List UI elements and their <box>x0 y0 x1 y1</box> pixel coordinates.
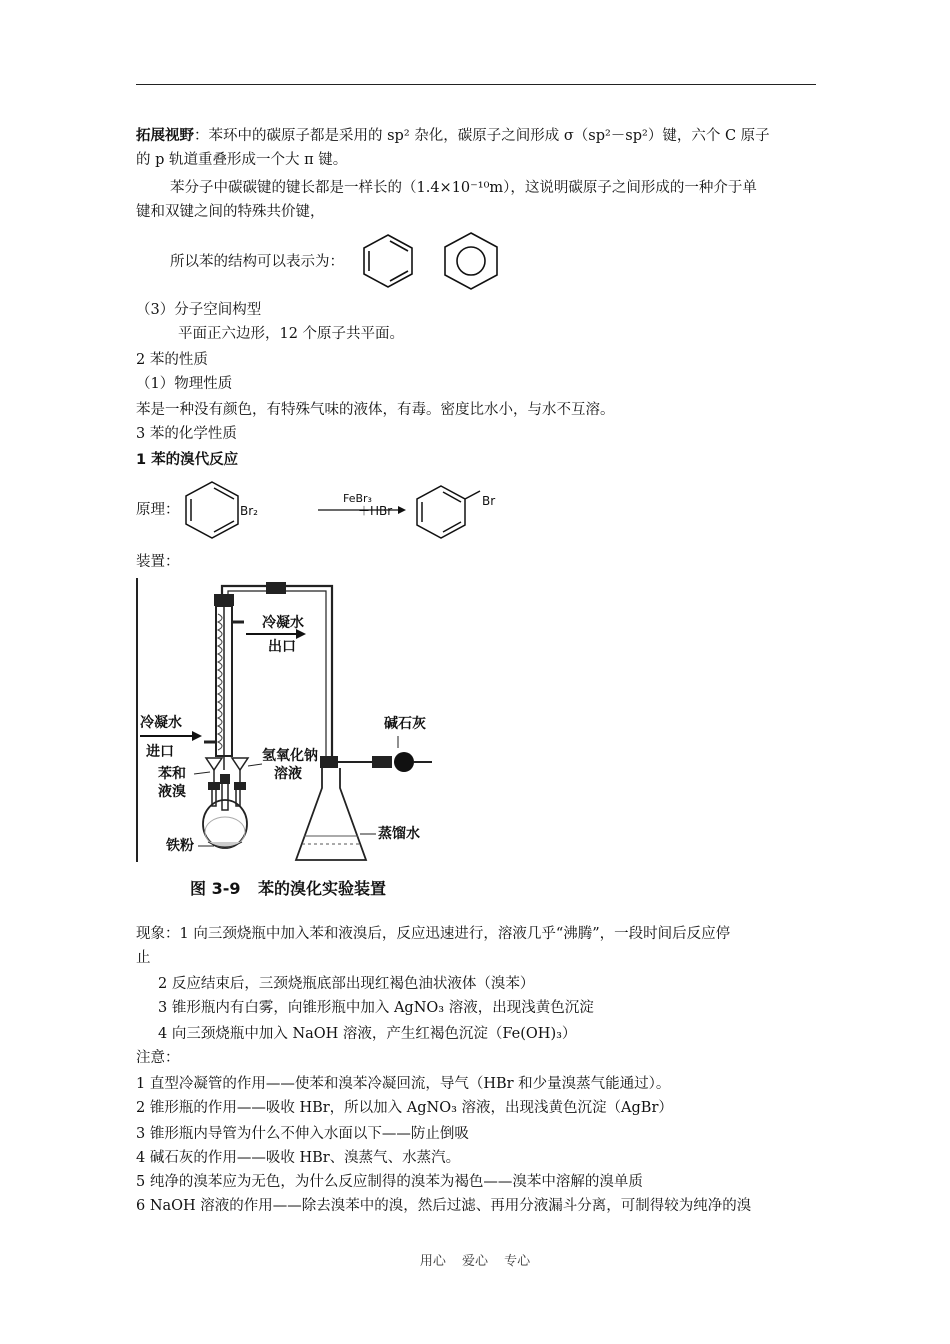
physical-text: 苯是一种没有颜色，有特殊气味的液体，有毒。密度比水小，与水不互溶。 <box>136 402 615 418</box>
footer-word-2: 爱心 <box>461 1254 488 1269</box>
phenomena-line-1 <box>136 922 816 946</box>
benzene-aromatic-structure <box>440 230 502 292</box>
catalyst-label: FeBr₃ <box>343 492 372 505</box>
header-rule <box>136 84 816 85</box>
label-water: 蒸馏水 <box>378 826 420 842</box>
principle-label: 原理： <box>136 502 180 518</box>
structure-label: 所以苯的结构可以表示为： <box>170 254 344 270</box>
apparatus-label: 装置： <box>136 554 180 570</box>
note-2: 2 锥形瓶的作用——吸收 HBr，所以加入 AgNO₃ 溶液，出现浅黄色沉淀（AgBr） <box>136 1100 673 1116</box>
benzene-reactant <box>186 482 238 538</box>
reactant-bromine: Br₂ <box>240 504 258 518</box>
note-6: 6 NaOH 溶液的作用——除去溴苯中的溴，然后过滤、再用分液漏斗分离，可制得较为纯净的溴 <box>136 1198 752 1214</box>
phenomena-item-1: 1 向三颈烧瓶中加入苯和液溴后，反应迅速进行，溶液几乎“沸腾”，一段时间后反应停 <box>179 926 731 942</box>
extension-continuation: 的 p 轨道重叠形成一个大 π 键。 <box>136 152 348 168</box>
paragraph-extension <box>136 124 816 148</box>
benzene-kekule-structure <box>360 232 416 290</box>
footer-word-1: 用心 <box>419 1254 446 1269</box>
phenomena-item-2: 2 反应结束后，三颈烧瓶底部出现红褐色油状液体（溴苯） <box>158 976 535 992</box>
heading-bromination: 1 苯的溴代反应 <box>136 452 239 468</box>
label-water-in-1: 冷凝水 <box>140 715 182 731</box>
note-1: 1 直型冷凝管的作用——使苯和溴苯冷凝回流，导气（HBr 和少量溴蒸气能通过）。 <box>136 1076 671 1092</box>
reaction-scheme <box>180 478 520 548</box>
footer-word-3: 专心 <box>504 1254 531 1269</box>
bromobenzene-product <box>417 486 480 538</box>
label-naoh-1: 氢氧化钠 <box>262 748 318 764</box>
note-4: 4 碱石灰的作用——吸收 HBr、溴蒸气、水蒸汽。 <box>136 1150 461 1166</box>
byproduct-label: ＋HBr <box>358 504 393 518</box>
phenomena-item-4: 4 向三颈烧瓶中加入 NaOH 溶液，产生红褐色沉淀（Fe(OH)₃） <box>158 1026 577 1042</box>
label-benzene-2: 液溴 <box>158 784 186 800</box>
figure-caption-text: 苯的溴化实验装置 <box>258 879 387 898</box>
label-benzene-1: 苯和 <box>158 766 186 782</box>
bond-length-continuation: 键和双键之间的特殊共价键， <box>136 204 325 220</box>
product-bromine: Br <box>482 494 496 508</box>
physical-title: （1）物理性质 <box>136 376 233 392</box>
apparatus-figure <box>136 574 436 904</box>
bond-length-paragraph: 苯分子中碳碳键的键长都是一样长的（1.4×10⁻¹⁰m），这说明碳原子之间形成的一种介于单 <box>170 180 757 196</box>
extension-label: 拓展视野 <box>136 128 194 144</box>
phenomena-item-3: 3 锥形瓶内有白雾，向锥形瓶中加入 AgNO₃ 溶液，出现浅黄色沉淀 <box>158 1000 594 1016</box>
label-naoh-2: 溶液 <box>274 766 302 782</box>
heading-properties: 2 苯的性质 <box>136 352 208 368</box>
phenomena-label: 现象： <box>136 926 180 942</box>
phenomena-item-1-cont: 止 <box>136 950 151 966</box>
section-3-title: （3）分子空间构型 <box>136 302 262 318</box>
label-iron: 铁粉 <box>166 838 194 854</box>
note-5: 5 纯净的溴苯应为无色，为什么反应制得的溴苯为褐色——溴苯中溶解的溴单质 <box>136 1174 643 1190</box>
extension-text: ：苯环中的碳原子都是采用的 sp² 杂化，碳原子之间形成 σ（sp²－sp²）键，六个 C 原子 <box>194 128 770 144</box>
page-footer <box>0 1250 950 1269</box>
figure-caption-number: 图 3-9 <box>190 879 241 898</box>
label-water-in-2: 进口 <box>146 744 174 760</box>
label-soda-lime: 碱石灰 <box>384 716 426 732</box>
heading-chemical: 3 苯的化学性质 <box>136 426 237 442</box>
notes-label: 注意： <box>136 1050 180 1066</box>
label-water-out-1: 冷凝水 <box>262 615 304 631</box>
label-water-out-2: 出口 <box>268 639 296 655</box>
section-3-text: 平面正六边形，12 个原子共平面。 <box>178 326 405 342</box>
note-3: 3 锥形瓶内导管为什么不伸入水面以下——防止倒吸 <box>136 1126 469 1142</box>
